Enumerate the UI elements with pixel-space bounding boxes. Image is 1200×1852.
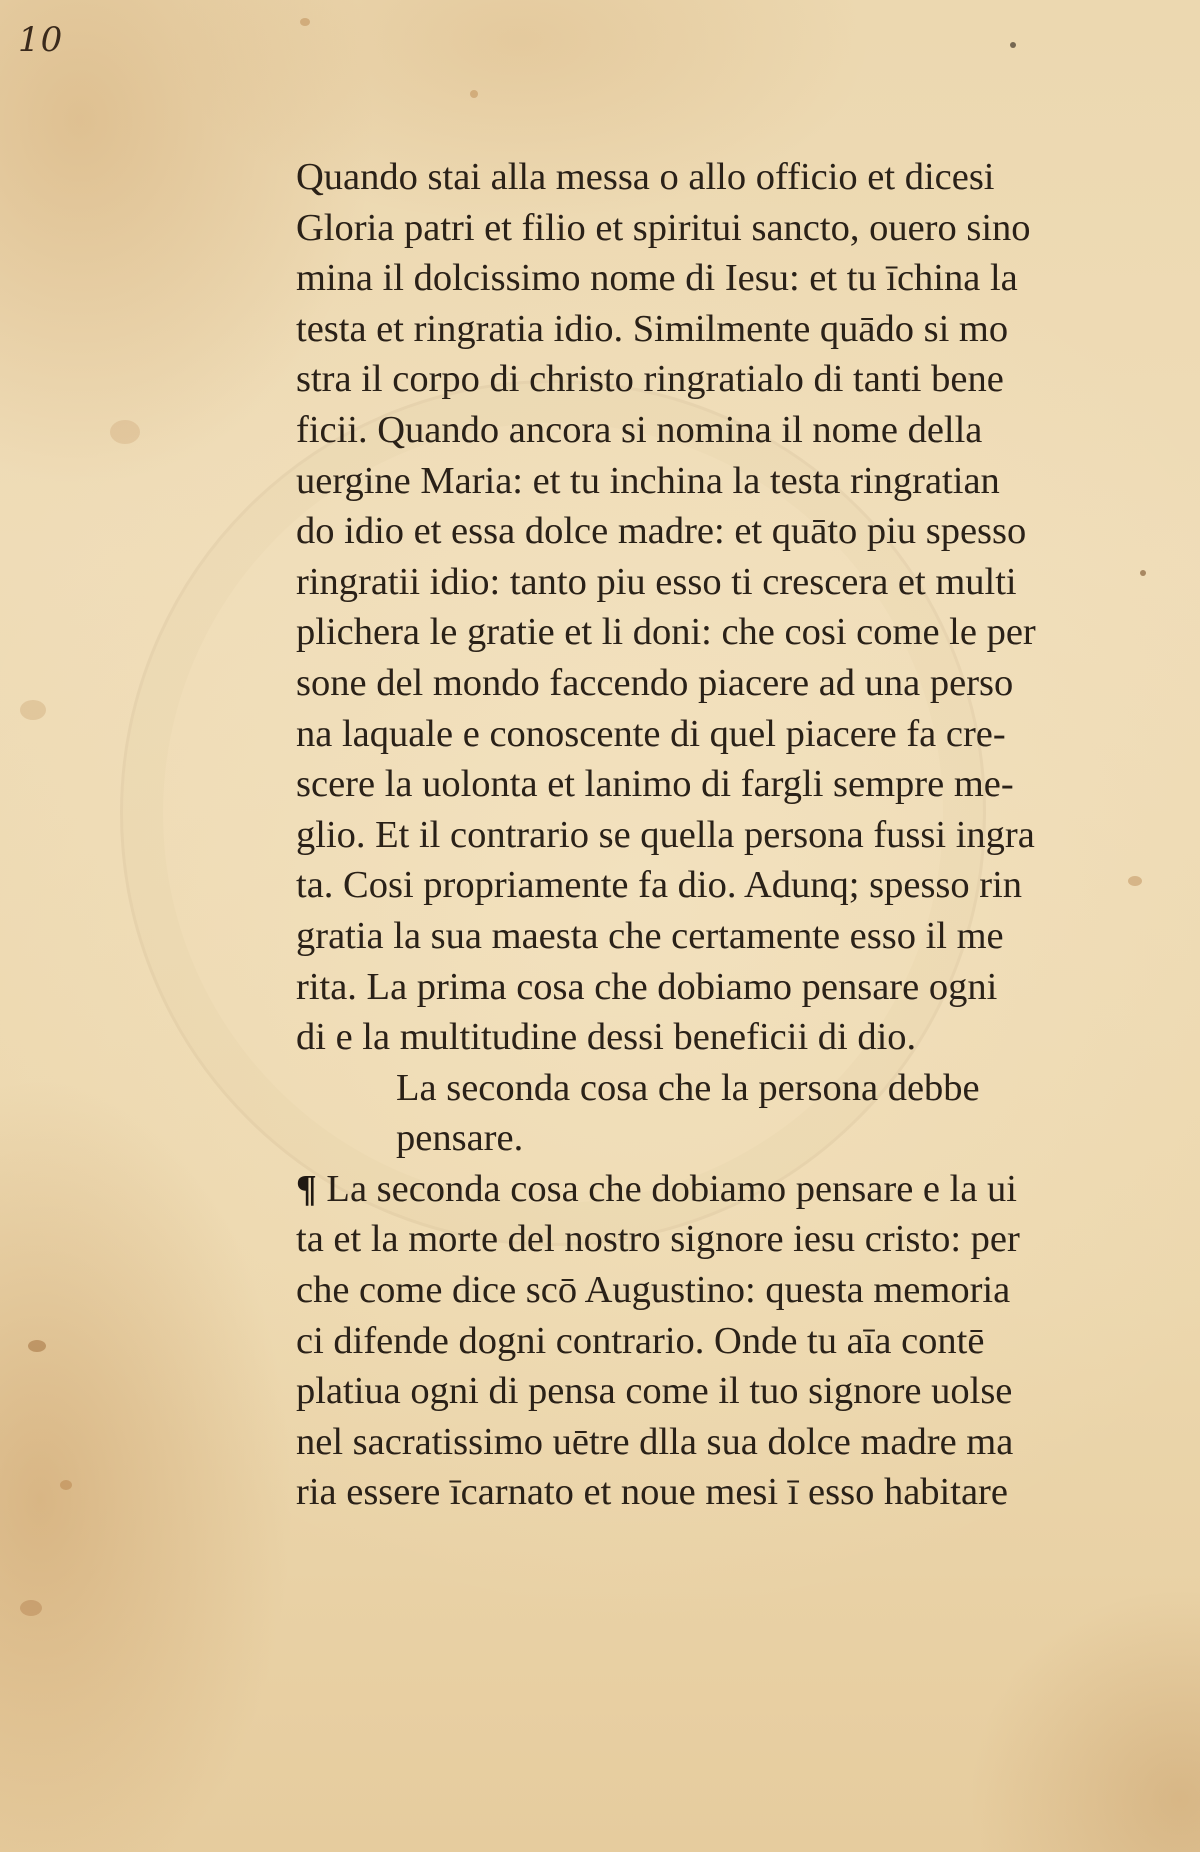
folio-number: 10	[18, 20, 64, 60]
text-line: na laquale e conoscente di quel piacere fa cre-	[296, 712, 1006, 755]
foxing-spot	[20, 1600, 42, 1616]
foxing-spot	[300, 18, 310, 26]
text-line: do idio et essa dolce madre: et quāto piu spesso	[296, 510, 1027, 553]
text-line: platiua ogni di pensa come il tuo signore uolse	[296, 1370, 1013, 1413]
text-line: che come dice scō Augustino: questa memoria	[296, 1269, 1011, 1312]
foxing-spot	[1010, 42, 1016, 48]
text-line: gratia la sua maesta che certamente esso il me	[296, 914, 1004, 957]
foxing-spot	[110, 420, 140, 444]
text-line-content: La seconda cosa che dobiamo pensare e la ui	[326, 1167, 1017, 1210]
text-line: mina il dolcissimo nome di Iesu: et tu īchina la	[296, 257, 1018, 300]
text-line: Quando stai alla messa o allo officio et dicesi	[296, 156, 995, 198]
text-line: rita. La prima cosa che dobiamo pensare ogni	[296, 965, 998, 1008]
text-line: di e la multitudine dessi beneficii di dio.	[296, 1016, 917, 1059]
text-line: ci difende dogni contrario. Onde tu aīa contē	[296, 1319, 985, 1362]
text-line: ta et la morte del nostro signore iesu cristo: per	[296, 1218, 1020, 1261]
text-line: ficii. Quando ancora si nomina il nome della	[296, 408, 983, 451]
text-line: uergine Maria: et tu inchina la testa ringratian	[296, 459, 1000, 502]
section-heading-line: La seconda cosa che la persona debbe	[396, 1066, 980, 1109]
text-line: plichera le gratie et li doni: che cosi come le per	[296, 611, 1036, 654]
section-heading-line: pensare.	[396, 1117, 524, 1160]
foxing-spot	[20, 700, 46, 720]
text-line: glio. Et il contrario se quella persona fussi ingra	[296, 813, 1035, 856]
text-line: stra il corpo di christo ringratialo di tanti bene	[296, 358, 1004, 401]
text-line: testa et ringratia idio. Similmente quādo si mo	[296, 307, 1009, 350]
text-line: sone del mondo faccendo piacere ad una perso	[296, 661, 1014, 704]
foxing-spot	[28, 1340, 46, 1352]
text-line: ringratii idio: tanto piu esso ti crescera et multi	[296, 560, 1017, 603]
text-line: ria essere īcarnato et noue mesi ī esso habitare	[296, 1471, 1008, 1514]
text-line: nel sacratissimo uētre dlla sua dolce madre ma	[296, 1420, 1014, 1463]
foxing-spot	[1128, 876, 1142, 886]
pilcrow-icon: ¶	[296, 1167, 317, 1210]
foxing-spot	[470, 90, 478, 98]
text-line: ta. Cosi propriamente fa dio. Adunq; spesso rin	[296, 864, 1023, 907]
foxing-spot	[60, 1480, 72, 1490]
text-line: Gloria patri et filio et spiritui sancto, ouero sino	[296, 206, 1031, 249]
text-line	[296, 1164, 1086, 1215]
foxing-spot	[1140, 570, 1146, 576]
text-line: scere la uolonta et lanimo di fargli sempre me-	[296, 763, 1014, 806]
text-block	[296, 152, 1086, 1518]
